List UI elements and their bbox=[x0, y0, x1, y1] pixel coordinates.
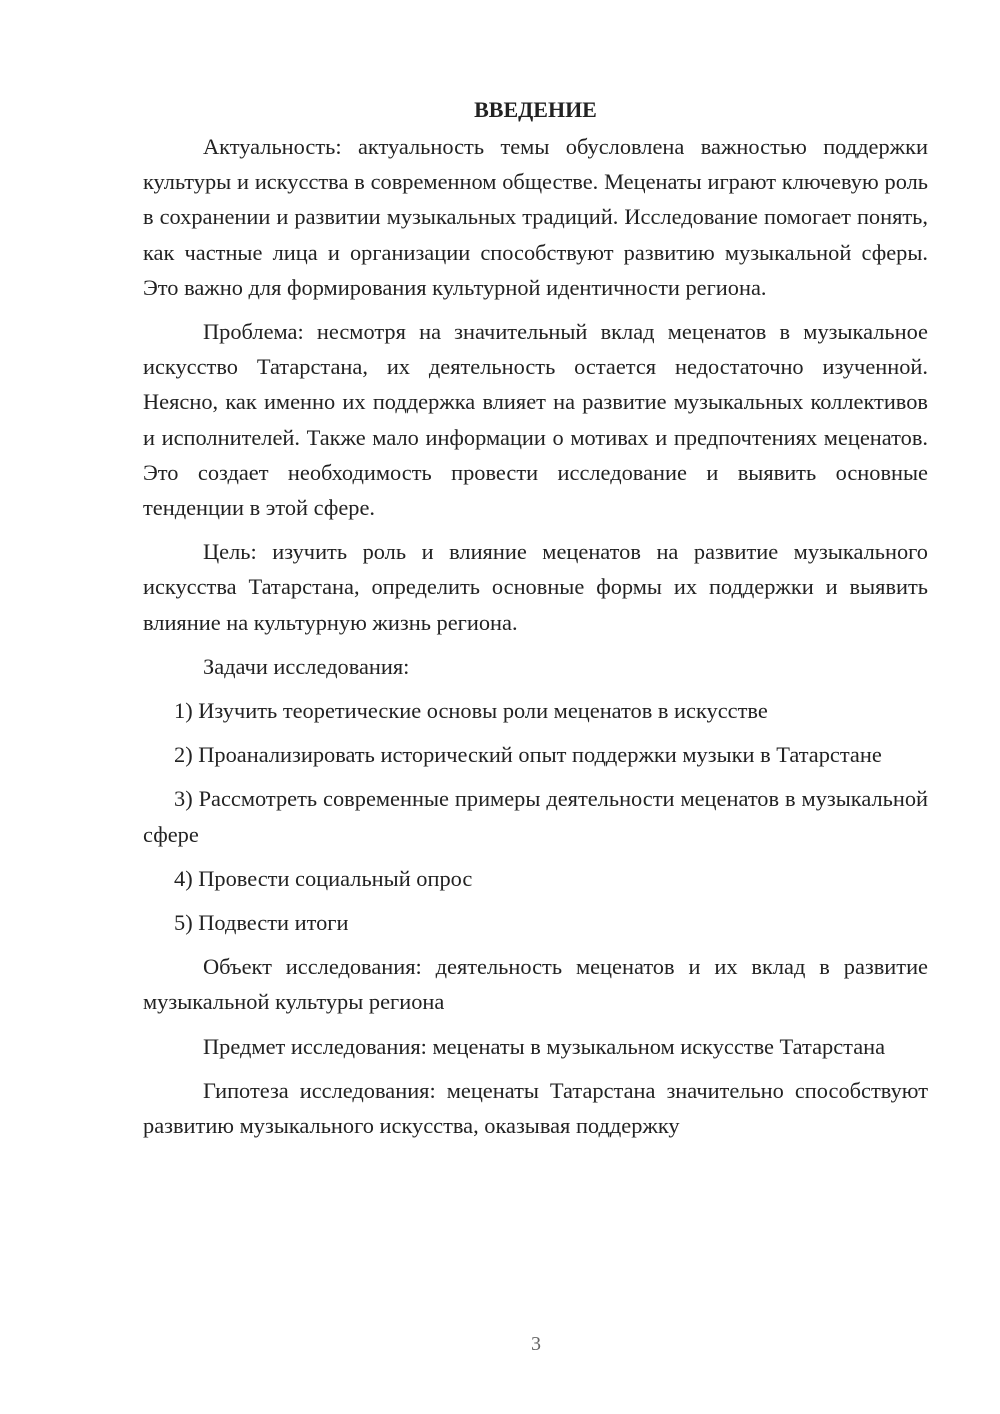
document-body bbox=[143, 92, 928, 1152]
task-item-4: 4) Провести социальный опрос bbox=[174, 865, 473, 891]
paragraph-goal: Цель: изучить роль и влияние меценатов на развитие музыкального искусства Татарстана, определить основные формы их поддержки и выявить влияние на культурную жизнь региона. bbox=[143, 539, 928, 635]
page-number: 3 bbox=[531, 1333, 541, 1355]
paragraph-hypothesis: Гипотеза исследования: меценаты Татарстана значительно способствуют развитию музыкального искусства, оказывая поддержку bbox=[143, 1077, 928, 1139]
section-title: ВВЕДЕНИЕ bbox=[474, 97, 597, 122]
task-item-3: 3) Рассмотреть современные примеры деятельности меценатов в музыкальной сфере bbox=[143, 786, 928, 847]
paragraph-relevance: Актуальность: актуальность темы обусловлена важностью поддержки культуры и искусства в современном обществе. Меценаты играют ключевую роль в сохранении и развитии музыкальных традиций. Исследование помогает понять, как частные лица и организации способствуют развитию музыкальной сферы. Это важно для формирования культурной идентичности региона. bbox=[143, 134, 928, 300]
paragraph-subject: Предмет исследования: меценаты в музыкальном искусстве Татарстана bbox=[203, 1033, 886, 1059]
paragraph-tasks-heading: Задачи исследования: bbox=[203, 653, 410, 679]
paragraph-object: Объект исследования: деятельность меценатов и их вклад в развитие музыкальной культуры региона bbox=[143, 954, 928, 1015]
paragraph-problem: Проблема: несмотря на значительный вклад меценатов в музыкальное искусство Татарстана, их деятельность остается недостаточно изученной. Неясно, как именно их поддержка влияет на развитие музыкальных коллективов и исполнителей. Также мало информации о мотивах и предпочтениях меценатов. Это создает необходимость провести исследование и выявить основные тенденции в этой сфере. bbox=[143, 319, 928, 521]
task-item-1: 1) Изучить теоретические основы роли меценатов в искусстве bbox=[174, 698, 768, 724]
task-item-2: 2) Проанализировать исторический опыт поддержки музыки в Татарстане bbox=[174, 742, 882, 768]
task-item-5: 5) Подвести итоги bbox=[174, 910, 349, 936]
